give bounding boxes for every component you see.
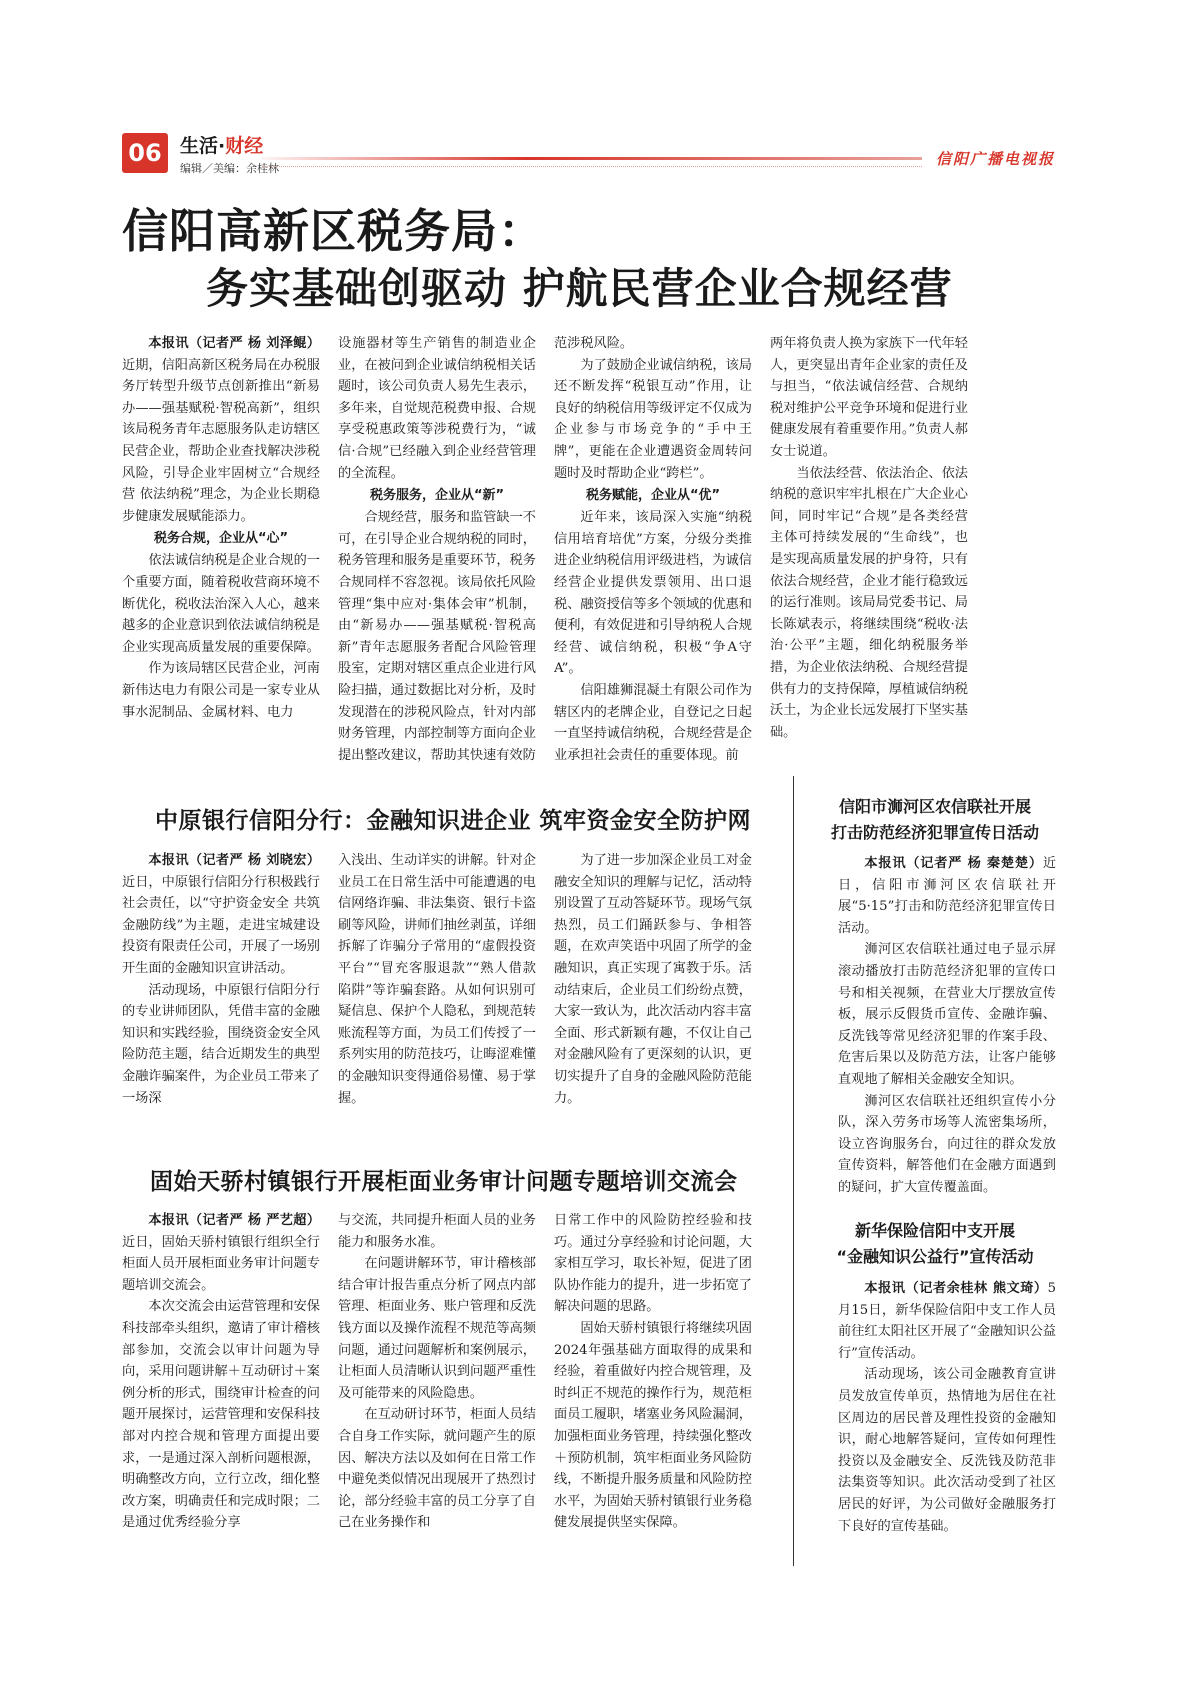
- article3-p4b: 日常工作中的风险防控经验和技巧。通过分享经验和讨论问题，大家相互学习，取长补短，促进了团队协作能力的提升，进一步拓宽了解决问题的思路。: [554, 1213, 752, 1315]
- article2-p2b: 入浅出、生动详实的讲解。针对企业员工在日常生活中可能遭遇的电信网络诈骗、非法集资、银行卡盗刷等风险，讲师们抽丝剥茧，详细拆解了诈骗分子常用的“虚假投资平台”“冒充客服退款”“熟人借款陷阱”等诈骗套路。从如何识别可疑信息、保护个人隐私，到规范转账流程等方面，为员工们传授了一系列实用的防范技巧，让晦涩难懂的金融知识变得通俗易懂、易于掌握。: [338, 853, 536, 1106]
- article1-col4: [770, 333, 968, 753]
- page-number: 06: [122, 133, 168, 173]
- side1-title-line2: 打击防范经济犯罪宣传日活动: [830, 823, 1039, 842]
- side2-title-line1: 新华保险信阳中支开展: [854, 1221, 1015, 1240]
- article1-subhead1: 税务合规，企业从“心”: [153, 531, 289, 547]
- article1-subhead3: 税务赋能，企业从“优”: [585, 488, 721, 504]
- side1-byline: 本报讯（记者: [864, 856, 949, 871]
- article1-byline: 本报讯（记者: [148, 336, 230, 351]
- article1-subhead2: 税务服务，企业从“新”: [369, 488, 505, 504]
- side1-title: [810, 794, 1060, 846]
- article1-p4b: 范涉税风险。: [554, 336, 634, 351]
- article1-col2: [338, 333, 536, 763]
- article1-byline-para: [122, 333, 320, 527]
- editor-credit: 编辑／美编：余桂林: [180, 162, 279, 175]
- article2-title: 中原银行信阳分行：金融知识进企业 筑牢资金安全防护网: [155, 807, 752, 834]
- side1-body: [838, 853, 1056, 1193]
- article3-col2: [338, 1210, 536, 1565]
- article1-title-line2: 务实基础创驱动 护航民营企业合规经营: [206, 264, 953, 313]
- article1-col1: [122, 333, 320, 753]
- section-highlight: 财经: [225, 135, 264, 157]
- article2-byline-para: [122, 850, 320, 980]
- side1-p3: 浉河区农信联社还组织宣传小分队，深入劳务市场等人流密集场所，设立咨询服务台，向过往的群众发放宣传资料，解答他们在金融方面遇到的疑问，扩大宣传覆盖面。: [838, 1093, 1056, 1195]
- article1-p3a: 作为该局辖区民营企业，河南新伟达电力有限公司是一家专业从事水泥制品、金属材料、电力: [122, 661, 320, 720]
- side2-body: [838, 1278, 1056, 1568]
- header-rule-dotted: [262, 166, 922, 167]
- article2-col1: [122, 850, 320, 1145]
- article1-p7b: 两年将负责人换为家族下一代年轻人，更突显出青年企业家的责任及与担当，“依法诚信经营、合规纳税对维护公平竞争环境和促进行业健康发展有着重要作用。”负责人郝女士说道。: [770, 336, 968, 459]
- side1-p1: 近日，信阳市浉河区农信联社开展“5·15”打击和防范经济犯罪宣传日活动。: [838, 856, 1057, 936]
- article1-title-line1: 信阳高新区税务局：: [122, 204, 545, 258]
- article3-byline: 本报讯（记者: [148, 1213, 230, 1228]
- article3-p5: 固始天骄村镇银行将继续巩固2024年强基础方面取得的成果和经验，着重做好内控合规管理，及时纠正不规范的操作行为，规范柜面员工履职，堵塞业务风险漏洞，加强柜面业务管理，持续强化整改＋预防机制，筑牢柜面业务风险防线，不断提升服务质量和风险防控水平，为固始天骄村镇银行业务稳健发展提供坚实保障。: [554, 1320, 752, 1531]
- side1-byline-names: 严 杨 秦楚楚）: [948, 856, 1043, 871]
- article1-p4: 合规经营，服务和监管缺一不可，在引导企业合规纳税的同时，税务管理和服务是重要环节，税务合规同样不容忽视。该局依托风险管理“集中应对·集体会审”机制，由“新易办——强基赋税·智税高新”青年志愿服务者配合风险管理股室，定期对辖区重点企业进行风险扫描，通过数据比对分析，及时发现潜在的涉税风险点，针对内部财务管理，内部控制等方面向企业提出整改建议，帮助其快速有效防: [338, 510, 536, 763]
- article1-p5: 为了鼓励企业诚信纳税，该局还不断发挥“税银互动”作用，让良好的纳税信用等级评定不仅成为企业参与市场竞争的“手中王牌”，更能在企业遭遇资金周转问题时及时帮助企业“跨栏”。: [554, 357, 752, 481]
- side2-title-line2: “金融知识公益行”宣传活动: [836, 1247, 1034, 1266]
- article2-p3: 为了进一步加深企业员工对金融安全知识的理解与记忆，活动特别设置了互动答疑环节。现场气氛热烈，员工们踊跃参与、争相答题，在欢声笑语中巩固了所学的金融知识，真正实现了寓教于乐。活动结束后，企业员工们纷纷点赞，大家一致认为，此次活动内容丰富全面、形式新颖有趣，不仅让自己对金融风险有了更深刻的认识，更切实提升了自身的金融风险防范能力。: [554, 853, 752, 1106]
- article3-col3: [554, 1210, 752, 1565]
- side2-byline-para: [838, 1278, 1056, 1364]
- article3-p2: 本次交流会由运营管理和安保科技部牵头组织，邀请了审计稽核部参加，交流会以审计问题为导向，采用问题讲解＋互动研讨＋案例分析的形式，围绕审计检查的问题开展探讨，运营管理和安保科技部对内控合规和管理方面提出要求，一是通过深入剖析问题根源，明确整改方向，立行立改，细化整改方案，明确责任和完成时限；二是通过优秀经验分享: [122, 1299, 320, 1531]
- section-prefix: 生活·: [180, 135, 226, 157]
- article3-p2b: 与交流，共同提升柜面人员的业务能力和服务水准。: [338, 1213, 536, 1250]
- article2-col3: [554, 850, 752, 1145]
- article3-p4: 在互动研讨环节，柜面人员结合自身工作实际，就问题产生的原因、解决方法以及如何在日常工作中避免类似情况出现展开了热烈讨论，部分经验丰富的员工分享了自己在业务操作和: [338, 1407, 536, 1531]
- article3-p1: 近日，固始天骄村镇银行组织全行柜面人员开展柜面业务审计问题专题培训交流会。: [122, 1234, 320, 1293]
- article3-title: 固始天骄村镇银行开展柜面业务审计问题专题培训交流会: [150, 1168, 738, 1195]
- article2-p2: 活动现场，中原银行信阳分行的专业讲师团队，凭借丰富的金融知识和实践经验，围绕资金安全风险防范主题，结合近期发生的典型金融诈骗案件，为企业员工带来了一场深: [122, 982, 320, 1106]
- article1-p2: 依法诚信纳税是企业合规的一个重要方面，随着税收营商环境不断优化，税收法治深入人心，越来越多的企业意识到依法诚信纳税是企业实现高质量发展的重要保障。: [122, 553, 320, 655]
- side2-byline: 本报讯（记者: [864, 1281, 947, 1296]
- article3-col1: [122, 1210, 320, 1565]
- side2-p1: 5月15日，新华保险信阳中支工作人员前往红太阳社区开展了“金融知识公益行”宣传活动。: [838, 1281, 1057, 1361]
- article1-p1: 近期，信阳高新区税务局在办税服务厅转型升级节点创新推出“新易办——强基赋税·智税高新”，组织该局税务青年志愿服务队走访辖区民营企业，帮助企业查找解决涉税风险，引导企业牢固树立“合规经营 依法纳税”理念，为企业长期稳步健康发展赋能添力。: [122, 357, 320, 524]
- article1-p7: 信阳雄狮混凝土有限公司作为辖区内的老牌企业，自登记之日起一直坚持诚信纳税，合规经营是企业承担社会责任的重要体现。前: [554, 682, 752, 763]
- article2-col2: [338, 850, 536, 1145]
- article3-p3: 在问题讲解环节，审计稽核部结合审计报告重点分析了网点内部管理、柜面业务、账户管理和反洗钱方面以及操作流程不规范等高频问题，通过问题解析和案例展示，让柜面人员清晰认识到问题严重性及可能带来的风险隐患。: [338, 1256, 536, 1401]
- column-divider: [793, 776, 794, 1566]
- side1-title-line1: 信阳市浉河区农信联社开展: [838, 797, 1031, 816]
- article2-p1: 近日，中原银行信阳分行积极践行社会责任，以“守护资金安全 共筑金融防线”为主题，走进宝城建设投资有限责任公司，开展了一场别开生面的金融知识宣讲活动。: [122, 874, 320, 976]
- side1-p2: 浉河区农信联社通过电子显示屏滚动播放打击防范经济犯罪的宣传口号和相关视频，在营业大厅摆放宣传板，展示反假货币宣传、金融诈骗、反洗钱等常见经济犯罪的作案手段、危害后果以及防范方法，让客户能够直观地了解相关金融安全知识。: [838, 942, 1056, 1087]
- article1-byline-names: 严 杨 刘泽鲲）: [229, 336, 321, 351]
- paper-name: 信阳广播电视报: [936, 150, 1056, 168]
- side2-p2: 活动现场，该公司金融教育宣讲员发放宣传单页，热情地为居住在社区周边的居民普及理性投资的金融知识，耐心地解答疑问，宣传如何理性投资以及金融安全、反洗钱及防范非法集资等知识。此次活动受到了社区居民的好评，为公司做好金融服务打下良好的宣传基础。: [838, 1367, 1056, 1534]
- article3-byline-para: [122, 1210, 320, 1296]
- side2-byline-names: 余桂林 熊文琦）: [946, 1281, 1048, 1296]
- header-rule: [262, 157, 922, 160]
- article2-byline-names: 严 杨 刘晓宏）: [229, 853, 321, 868]
- article2-byline: 本报讯（记者: [148, 853, 230, 868]
- article3-byline-names: 严 杨 严艺超）: [229, 1213, 321, 1228]
- side1-byline-para: [838, 853, 1056, 939]
- side2-title: [810, 1218, 1060, 1270]
- article1-p3b: 设施器材等生产销售的制造业企业，在被问到企业诚信纳税相关话题时，该公司负责人易先生表示，多年来，自觉规范税费申报、合规享受税惠政策等涉税费行为，“诚信·合规”已经融入到企业经营管理的全流程。: [338, 336, 536, 481]
- article1-col3: [554, 333, 752, 763]
- section-name: [180, 131, 263, 158]
- article1-p8: 当依法经营、依法治企、依法纳税的意识牢牢扎根在广大企业心间，同时牢记“合规”是各类经营主体可持续发展的“生命线”，也是实现高质量发展的护身符，只有依法合规经营，企业才能行稳致远的运行准则。该局局党委书记、局长陈斌表示，将继续围绕“税收·法治·公平”主题，细化纳税服务举措，为企业依法纳税、合规经营提供有力的支持保障，厚植诚信纳税沃土，为企业长远发展打下坚实基础。: [770, 465, 968, 740]
- article1-p6: 近年来，该局深入实施“纳税信用培育培优”方案，分级分类推进企业纳税信用评级进档，为诚信经营企业提供发票领用、出口退税、融资授信等多个领域的优惠和便利，有效促进和引导纳税人合规经营、诚信纳税，积极“争A守A”。: [554, 510, 752, 677]
